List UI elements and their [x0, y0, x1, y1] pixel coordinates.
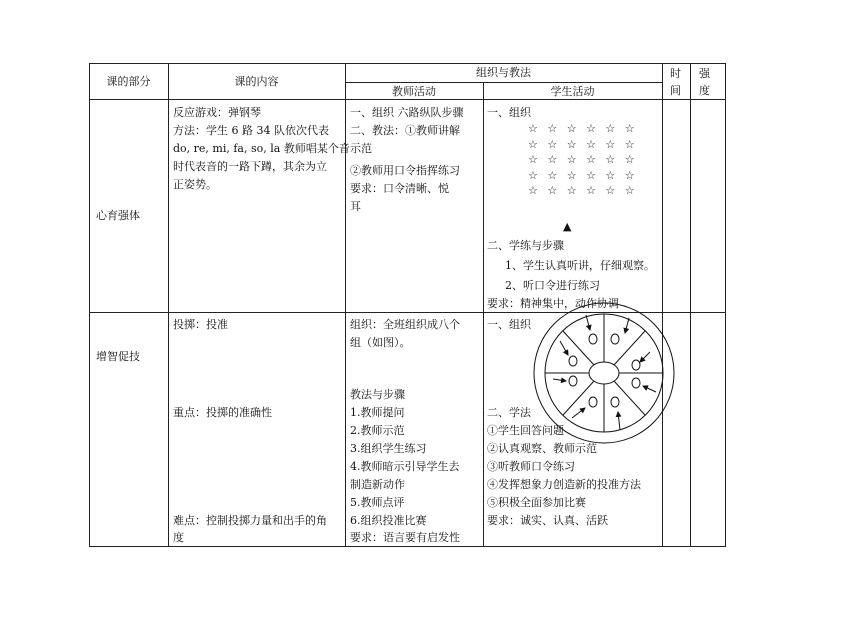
- header-intensity-1: 强: [699, 67, 710, 80]
- header-teacher: 教师活动: [392, 85, 436, 98]
- header-time-2: 间: [670, 84, 681, 97]
- sector-dividers: [545, 314, 663, 432]
- section2-student-head: 一、组织: [487, 318, 531, 331]
- star-row: ☆ ☆ ☆ ☆ ☆ ☆: [528, 153, 638, 166]
- star-row: ☆ ☆ ☆ ☆ ☆ ☆: [528, 122, 638, 135]
- section1-part: 心育强体: [96, 209, 140, 222]
- lesson-plan-page: 课的部分 课的内容 组织与教法 教师活动 学生活动 时 间 强 度 心育强体 反应游戏：弹钢琴 方法：学生 6 路 34 队依次代表 do, re, mi, fa, so, la 教师唱某个音 时代表音的一路下蹲，其余为立 正姿势。 一、组织 六路纵队步骤 二、教法：①教师讲解 示范 ②教师用口令指挥练习 要求：口令清晰、悦 耳 一、组织 ☆ ☆ ☆ ☆ ☆ ☆ ☆ ☆ ☆ ☆ ☆ ☆ ☆ ☆ ☆ ☆ ☆ ☆ ☆ ☆ ☆ ☆ ☆ ☆ ☆ ☆ ☆ ☆ ☆ ☆ ▲ 二、学练与步骤 1、学生认真听讲，仔细观察。 2、听口令进行练习 要求：精神集中，动作协调 增智促技 投掷：投准 重点：投掷的准确性 难点：控制投掷力量和出手的角 度 组织：全班组织成八个 组（如图）。 教法与步骤 1.教师提问 2.教师示范 3.组织学生练习 4.教师暗示引导学生去 制造新动作 5.教师点评 6.组织投准比赛 要求：语言要有启发性 一、组织 二、学法 ①学生回答问题 ②认真观察、教师示范 ③听教师口令练习 ④发挥想象力创造新的投准方法 ⑤积极全面参加比赛 要求：诚实、认真、活跃: [0, 0, 860, 621]
- header-student: 学生活动: [550, 85, 595, 98]
- star-row: ☆ ☆ ☆ ☆ ☆ ☆: [528, 168, 638, 182]
- header-intensity-2: 度: [699, 84, 710, 97]
- center-circle: [589, 362, 619, 384]
- header-part: 课的部分: [106, 75, 151, 88]
- teacher-position-icon: ▲: [563, 220, 572, 233]
- section2-part: 增智促技: [96, 350, 140, 363]
- section2-content-diff-2: 度: [173, 531, 184, 544]
- star-row: ☆ ☆ ☆ ☆ ☆ ☆: [528, 137, 638, 151]
- header-content: 课的内容: [234, 75, 279, 88]
- header-time-1: 时: [670, 67, 681, 80]
- section1-student-head: 一、组织: [487, 106, 531, 119]
- section2-content-key: 重点：投掷的准确性: [173, 406, 272, 419]
- section2-content-diff-1: 难点：控制投掷力量和出手的角: [173, 514, 327, 527]
- star-row: ☆ ☆ ☆ ☆ ☆ ☆: [528, 184, 638, 197]
- section2-content-top: 投掷：投准: [173, 318, 228, 331]
- header-org: 组织与教法: [476, 66, 531, 79]
